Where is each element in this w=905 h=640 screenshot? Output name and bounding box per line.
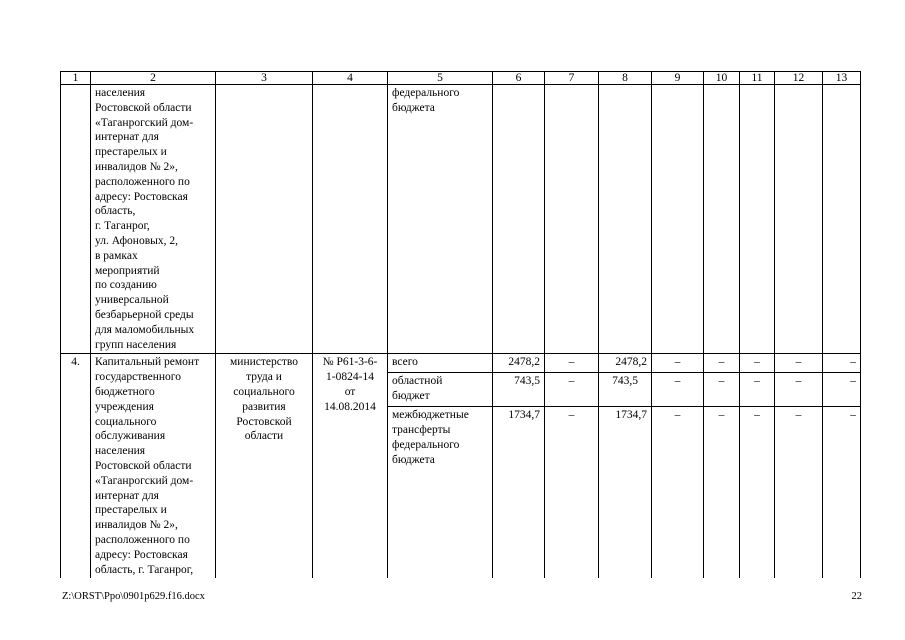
value-cell: 743,5 [599,373,652,407]
row-number: 4. [61,354,91,578]
col-header: 2 [91,72,216,85]
funding-source: всего [388,354,493,373]
value-cell: – [775,373,823,407]
col-header: 10 [704,72,740,85]
col-header: 9 [652,72,704,85]
col-header: 1 [61,72,91,85]
value-cell: – [652,373,704,407]
value-cell: – [652,354,704,373]
funding-source: межбюджетные трансферты федерального бюджета [388,407,493,578]
value-cell: 2478,2 [599,354,652,373]
col-header: 6 [493,72,545,85]
file-path: Z:\ORST\Ppo\0901p629.f16.docx [62,591,205,602]
table-row [61,354,861,373]
col-header: 4 [313,72,388,85]
value-cell: – [545,354,599,373]
object-name: Капитальный ремонт государственного бюджетного учреждения социального обслуживания населения Ростовской области «Таганрогский дом- интернат для престарелых и инвалидов № 2», расположенного по адресу: Ростовская область, г. Таганрог, [91,354,216,578]
value-cell: – [823,407,861,578]
col-header: 13 [823,72,861,85]
value-cell: – [704,373,740,407]
col-header: 8 [599,72,652,85]
value-cell: – [823,354,861,373]
col-header: 3 [216,72,313,85]
continued-funding-source: федерального бюджета [388,85,493,354]
value-cell: – [740,354,775,373]
value-cell: 1734,7 [599,407,652,578]
ministry: министерство труда и социального развития Ростовской области [216,354,313,578]
page-number: 22 [851,591,862,602]
value-cell: 2478,2 [493,354,545,373]
value-cell: 1734,7 [493,407,545,578]
budget-table [60,71,861,578]
funding-source: областной бюджет [388,373,493,407]
continuation-row [61,85,861,354]
value-cell: – [740,373,775,407]
col-header: 7 [545,72,599,85]
col-header: 5 [388,72,493,85]
value-cell: – [775,354,823,373]
value-cell: – [704,407,740,578]
document-number: № Р61-3-6- 1-0824-14 от 14.08.2014 [313,354,388,578]
value-cell: 743,5 [493,373,545,407]
value-cell: – [775,407,823,578]
value-cell: – [740,407,775,578]
value-cell: – [704,354,740,373]
header-row [61,72,861,85]
col-header: 12 [775,72,823,85]
value-cell: – [545,407,599,578]
value-cell: – [823,373,861,407]
continued-object-name: населения Ростовской области «Таганрогский дом- интернат для престарелых и инвалидов № 2», расположенного по адресу: Ростовская область, г. Таганрог, ул. Афоновых, 2, в рамках мероприятий по созданию универсальной безбарьерной среды для маломобильных групп населения [91,85,216,354]
value-cell: – [652,407,704,578]
value-cell: – [545,373,599,407]
col-header: 11 [740,72,775,85]
